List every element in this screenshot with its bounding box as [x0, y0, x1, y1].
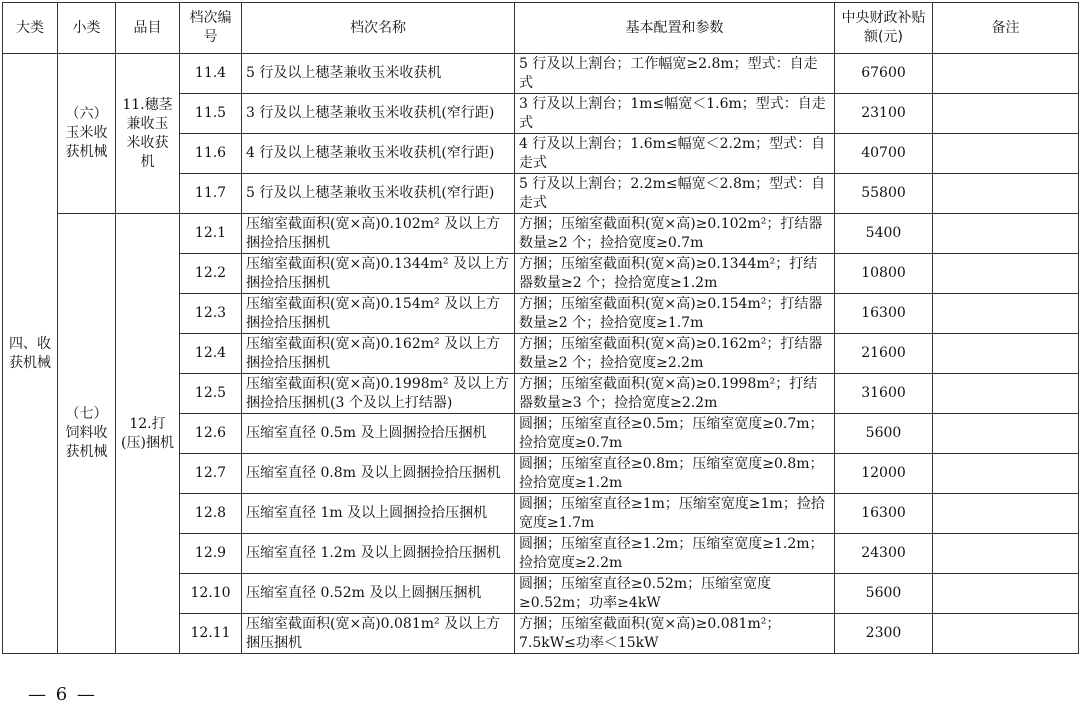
grade-no-cell: 12.2 [180, 254, 242, 294]
subsidy-amount-cell: 21600 [835, 334, 933, 374]
config-cell: 5 行及以上割台；工作幅宽≥2.8m；型式：自走式 [515, 54, 835, 94]
config-cell: 方捆；压缩室截面积(宽×高)≥0.1998m²；打结器数量≥3 个；捡拾宽度≥2.2m [515, 374, 835, 414]
remark-cell [933, 534, 1079, 574]
major-category-cell: 四、收获机械 [3, 54, 58, 654]
grade-name-cell: 压缩室截面积(宽×高)0.154m² 及以上方捆捡拾压捆机 [242, 294, 515, 334]
grade-name-cell: 压缩室直径 0.5m 及上圆捆捡拾压捆机 [242, 414, 515, 454]
grade-name-cell: 压缩室截面积(宽×高)0.162m² 及以上方捆捡拾压捆机 [242, 334, 515, 374]
header-grade-no: 档次编号 [180, 3, 242, 54]
header-grade-name: 档次名称 [242, 3, 515, 54]
remark-cell [933, 414, 1079, 454]
config-cell: 圆捆；压缩室直径≥1m；压缩室宽度≥1m；捡拾宽度≥1.7m [515, 494, 835, 534]
grade-no-cell: 11.5 [180, 94, 242, 134]
remark-cell [933, 94, 1079, 134]
subsidy-amount-cell: 55800 [835, 174, 933, 214]
grade-no-cell: 12.8 [180, 494, 242, 534]
config-cell: 3 行及以上割台；1m≤幅宽＜1.6m；型式：自走式 [515, 94, 835, 134]
table-body [3, 54, 1079, 654]
remark-cell [933, 614, 1079, 654]
table-row [3, 214, 1079, 254]
subsidy-amount-cell: 23100 [835, 94, 933, 134]
config-cell: 圆捆；压缩室直径≥0.5m；压缩室宽度≥0.7m；捡拾宽度≥0.7m [515, 414, 835, 454]
remark-cell [933, 374, 1079, 414]
config-cell: 5 行及以上割台；2.2m≤幅宽＜2.8m；型式：自走式 [515, 174, 835, 214]
grade-no-cell: 12.7 [180, 454, 242, 494]
item-cell: 11.穗茎兼收玉米收获机 [116, 54, 180, 214]
subsidy-table [2, 2, 1079, 654]
subsidy-amount-cell: 16300 [835, 494, 933, 534]
grade-name-cell: 压缩室直径 1.2m 及以上圆捆捡拾压捆机 [242, 534, 515, 574]
grade-name-cell: 5 行及以上穗茎兼收玉米收获机(窄行距) [242, 174, 515, 214]
grade-name-cell: 压缩室截面积(宽×高)0.1344m² 及以上方捆捡拾压捆机 [242, 254, 515, 294]
grade-no-cell: 11.6 [180, 134, 242, 174]
grade-name-cell: 5 行及以上穗茎兼收玉米收获机 [242, 54, 515, 94]
config-cell: 方捆；压缩室截面积(宽×高)≥0.102m²；打结器数量≥2 个；捡拾宽度≥0.7m [515, 214, 835, 254]
remark-cell [933, 294, 1079, 334]
config-cell: 4 行及以上割台；1.6m≤幅宽＜2.2m；型式：自走式 [515, 134, 835, 174]
minor-category-cell: （七）饲料收获机械 [58, 214, 116, 654]
remark-cell [933, 574, 1079, 614]
config-cell: 方捆；压缩室截面积(宽×高)≥0.162m²；打结器数量≥2 个；捡拾宽度≥2.2m [515, 334, 835, 374]
grade-no-cell: 11.7 [180, 174, 242, 214]
config-cell: 方捆；压缩室截面积(宽×高)≥0.081m²；7.5kW≤功率＜15kW [515, 614, 835, 654]
header-config: 基本配置和参数 [515, 3, 835, 54]
config-cell: 圆捆；压缩室直径≥0.52m；压缩室宽度≥0.52m；功率≥4kW [515, 574, 835, 614]
grade-no-cell: 12.3 [180, 294, 242, 334]
item-cell: 12.打(压)捆机 [116, 214, 180, 654]
subsidy-amount-cell: 2300 [835, 614, 933, 654]
header-subsidy: 中央财政补贴额(元) [835, 3, 933, 54]
header-remarks: 备注 [933, 3, 1079, 54]
header-minor-category: 小类 [58, 3, 116, 54]
header-major-category: 大类 [3, 3, 58, 54]
grade-no-cell: 12.6 [180, 414, 242, 454]
remark-cell [933, 134, 1079, 174]
remark-cell [933, 254, 1079, 294]
grade-no-cell: 11.4 [180, 54, 242, 94]
grade-name-cell: 3 行及以上穗茎兼收玉米收获机(窄行距) [242, 94, 515, 134]
config-cell: 方捆；压缩室截面积(宽×高)≥0.1344m²；打结器数量≥2 个；捡拾宽度≥1.2m [515, 254, 835, 294]
grade-no-cell: 12.10 [180, 574, 242, 614]
grade-name-cell: 4 行及以上穗茎兼收玉米收获机(窄行距) [242, 134, 515, 174]
subsidy-amount-cell: 40700 [835, 134, 933, 174]
grade-name-cell: 压缩室截面积(宽×高)0.081m² 及以上方捆压捆机 [242, 614, 515, 654]
grade-name-cell: 压缩室截面积(宽×高)0.102m² 及以上方捆捡拾压捆机 [242, 214, 515, 254]
grade-no-cell: 12.11 [180, 614, 242, 654]
grade-no-cell: 12.9 [180, 534, 242, 574]
page-number: — 6 — [28, 684, 97, 705]
minor-category-cell: （六）玉米收获机械 [58, 54, 116, 214]
grade-name-cell: 压缩室直径 0.8m 及以上圆捆捡拾压捆机 [242, 454, 515, 494]
grade-no-cell: 12.1 [180, 214, 242, 254]
subsidy-amount-cell: 31600 [835, 374, 933, 414]
grade-name-cell: 压缩室截面积(宽×高)0.1998m² 及以上方捆捡拾压捆机(3 个及以上打结器) [242, 374, 515, 414]
config-cell: 圆捆；压缩室直径≥0.8m；压缩室宽度≥0.8m；捡拾宽度≥1.2m [515, 454, 835, 494]
grade-no-cell: 12.4 [180, 334, 242, 374]
subsidy-amount-cell: 10800 [835, 254, 933, 294]
remark-cell [933, 214, 1079, 254]
remark-cell [933, 54, 1079, 94]
remark-cell [933, 454, 1079, 494]
header-row [3, 3, 1079, 54]
subsidy-amount-cell: 12000 [835, 454, 933, 494]
grade-name-cell: 压缩室直径 0.52m 及以上圆捆压捆机 [242, 574, 515, 614]
remark-cell [933, 174, 1079, 214]
config-cell: 方捆；压缩室截面积(宽×高)≥0.154m²；打结器数量≥2 个；捡拾宽度≥1.7m [515, 294, 835, 334]
config-cell: 圆捆；压缩室直径≥1.2m；压缩室宽度≥1.2m；捡拾宽度≥2.2m [515, 534, 835, 574]
grade-no-cell: 12.5 [180, 374, 242, 414]
subsidy-amount-cell: 5600 [835, 574, 933, 614]
subsidy-amount-cell: 16300 [835, 294, 933, 334]
subsidy-amount-cell: 5600 [835, 414, 933, 454]
grade-name-cell: 压缩室直径 1m 及以上圆捆捡拾压捆机 [242, 494, 515, 534]
subsidy-amount-cell: 67600 [835, 54, 933, 94]
remark-cell [933, 334, 1079, 374]
subsidy-amount-cell: 24300 [835, 534, 933, 574]
subsidy-amount-cell: 5400 [835, 214, 933, 254]
header-item: 品目 [116, 3, 180, 54]
table-row [3, 54, 1079, 94]
remark-cell [933, 494, 1079, 534]
